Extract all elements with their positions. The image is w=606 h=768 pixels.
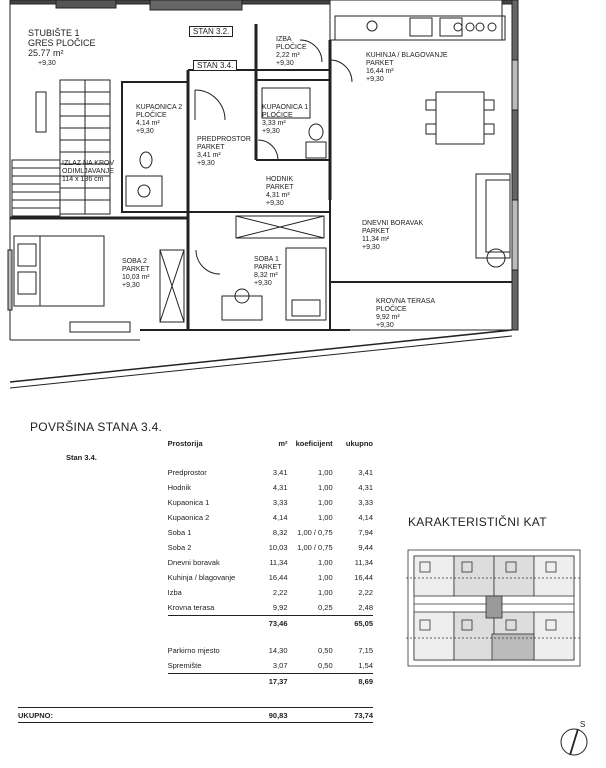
stair-label xyxy=(28,28,96,58)
room-krovna-terasa xyxy=(376,298,435,330)
row-name: Kuhinja / blagovanje xyxy=(167,573,236,582)
table-row xyxy=(18,600,373,616)
stair-name: STUBIŠTE 1 xyxy=(28,28,80,38)
izlaz-line2: ODIMLJAVANJE xyxy=(62,168,114,175)
row-koef: 1,00 / 0,75 xyxy=(297,528,333,537)
table-row xyxy=(18,480,373,495)
room-area: 3,41 m² xyxy=(197,152,221,159)
row-ukupno: 3,41 xyxy=(358,468,373,477)
room-elev: +9,30 xyxy=(254,280,272,287)
row-m2: 3,41 xyxy=(272,468,288,477)
total-label: UKUPNO: xyxy=(18,708,168,723)
room-name: DNEVNI BORAVAK xyxy=(362,220,424,227)
kat-miniplan xyxy=(406,548,582,674)
room-soba-1 xyxy=(254,256,282,288)
row-koef: 1,00 / 0,75 xyxy=(297,543,333,552)
row-m2: 4,14 xyxy=(272,513,288,522)
row-ukupno: 7,94 xyxy=(358,528,373,537)
room-floor: PARKET xyxy=(122,266,150,273)
izlaz-line1: IZLAZ NA KROV xyxy=(62,160,115,167)
room-name: KUHINJA / BLAGOVANJE xyxy=(366,52,448,59)
subtotal-m2: 73,46 xyxy=(259,616,288,632)
room-name: IZBA xyxy=(276,36,292,43)
header-m2: m² xyxy=(278,438,288,448)
summary-title: POVRŠINA STANA 3.4. xyxy=(30,420,163,434)
izlaz-size: 114 x 136 cm xyxy=(62,176,104,183)
row-m2: 3,07 xyxy=(272,661,288,670)
room-elev: +9,30 xyxy=(122,282,140,289)
header-koef: koeficijent xyxy=(295,438,333,448)
row-name: Dnevni boravak xyxy=(167,558,220,567)
compass-label: S xyxy=(580,720,586,729)
row-koef: 0,50 xyxy=(318,661,333,670)
row-koef: 1,00 xyxy=(318,588,333,597)
row-ukupno: 1,54 xyxy=(358,661,373,670)
room-name: HODNIK xyxy=(266,176,294,183)
header-prostorija: Prostorija xyxy=(167,438,203,448)
row-ukupno: 3,33 xyxy=(358,498,373,507)
row-koef: 1,00 xyxy=(318,468,333,477)
room-elev: +9,30 xyxy=(136,128,154,135)
room-area: 4,14 m² xyxy=(136,120,160,127)
room-area: 8,32 m² xyxy=(254,272,278,279)
row-koef: 1,00 xyxy=(318,483,333,492)
row-m2: 10,03 xyxy=(268,543,288,552)
row-m2: 8,32 xyxy=(272,528,288,537)
row-name: Parkirno mjesto xyxy=(167,646,220,655)
room-area: 16,44 m² xyxy=(366,68,394,75)
row-m2: 16,44 xyxy=(268,573,288,582)
row-m2: 14,30 xyxy=(268,646,288,655)
room-name: SOBA 1 xyxy=(254,256,279,263)
subtotal2-ukupno: 8,69 xyxy=(333,674,373,690)
subtotal2-m2: 17,37 xyxy=(259,674,288,690)
tag-stan-3-2: STAN 3.2. xyxy=(189,26,233,37)
room-elev: +9,30 xyxy=(376,322,394,329)
row-koef: 1,00 xyxy=(318,498,333,507)
room-elev: +9,30 xyxy=(276,60,294,67)
row-ukupno: 16,44 xyxy=(354,573,373,582)
room-kuhinja xyxy=(366,52,448,84)
room-kupaonica-1 xyxy=(262,104,308,136)
room-elev: +9,30 xyxy=(366,76,384,83)
stair-elev xyxy=(38,60,56,68)
room-floor: PLOČICE xyxy=(376,306,407,313)
subtotal-ukupno: 65,05 xyxy=(333,616,373,632)
row-name: Hodnik xyxy=(167,483,191,492)
izlaz-label xyxy=(62,160,114,184)
room-floor: PLOČICE xyxy=(136,112,167,119)
table-row xyxy=(18,570,373,585)
row-m2: 2,22 xyxy=(272,588,288,597)
room-floor: PARKET xyxy=(362,228,390,235)
total-m2: 90,83 xyxy=(259,708,288,723)
header-ukupno: ukupno xyxy=(345,438,373,448)
subtotal2-row xyxy=(18,674,373,690)
room-area: 4,31 m² xyxy=(266,192,290,199)
row-ukupno: 4,31 xyxy=(358,483,373,492)
room-elev: +9,30 xyxy=(362,244,380,251)
room-predprostor xyxy=(197,136,251,168)
stair-floor: GRES PLOČICE xyxy=(28,38,96,48)
area-table xyxy=(18,436,373,723)
room-floor: PLOČICE xyxy=(276,44,307,51)
row-ukupno: 2,22 xyxy=(358,588,373,597)
row-m2: 9,92 xyxy=(272,603,288,612)
row-koef: 0,50 xyxy=(318,646,333,655)
stair-area: 25.77 m² xyxy=(28,48,64,58)
room-name: KUPAONICA 1 xyxy=(262,104,309,111)
row-ukupno: 9,44 xyxy=(358,543,373,552)
table-row xyxy=(18,510,373,525)
row-name: Krovna terasa xyxy=(167,603,215,612)
room-name: SOBA 2 xyxy=(122,258,147,265)
stan-row xyxy=(18,450,373,465)
room-floor: PARKET xyxy=(254,264,282,271)
room-kupaonica-2 xyxy=(136,104,182,136)
row-name: Kupaonica 1 xyxy=(167,498,210,507)
table-row xyxy=(18,555,373,570)
room-floor: PARKET xyxy=(266,184,294,191)
table-row xyxy=(18,658,373,674)
room-hodnik xyxy=(266,176,294,208)
room-name: PREDPROSTOR xyxy=(197,136,251,143)
row-name: Spremište xyxy=(167,661,202,670)
room-elev: +9,30 xyxy=(262,128,280,135)
row-name: Kupaonica 2 xyxy=(167,513,210,522)
row-ukupno: 2,48 xyxy=(358,603,373,612)
room-name: KROVNA TERASA xyxy=(376,298,436,305)
room-soba-2 xyxy=(122,258,150,290)
spacer-row xyxy=(18,689,373,708)
row-koef: 1,00 xyxy=(318,513,333,522)
room-floor: PLOČICE xyxy=(262,112,293,119)
spacer-row xyxy=(18,631,373,643)
room-area: 9,92 m² xyxy=(376,314,400,321)
room-area: 3,33 m² xyxy=(262,120,286,127)
row-name: Predprostor xyxy=(167,468,207,477)
table-header xyxy=(18,436,373,450)
room-name: KUPAONICA 2 xyxy=(136,104,183,111)
row-name: Izba xyxy=(167,588,182,597)
room-elev: +9,30 xyxy=(197,160,215,167)
grand-total-row xyxy=(18,708,373,723)
row-name: Soba 1 xyxy=(167,528,192,537)
tag-stan-3-4: STAN 3.4. xyxy=(193,60,237,71)
row-m2: 3,33 xyxy=(272,498,288,507)
row-koef: 1,00 xyxy=(318,558,333,567)
subtotal-row xyxy=(18,616,373,632)
table-row xyxy=(18,525,373,540)
table-row xyxy=(18,643,373,658)
kat-title: KARAKTERISTIČNI KAT xyxy=(408,515,547,529)
row-name: Soba 2 xyxy=(167,543,192,552)
room-izba xyxy=(276,36,307,68)
row-koef: 0,25 xyxy=(318,603,333,612)
room-dnevni-boravak xyxy=(362,220,423,252)
table-row xyxy=(18,495,373,510)
stair-elev-text: +9,30 xyxy=(38,60,56,67)
room-elev: +9,30 xyxy=(266,200,284,207)
table-row xyxy=(18,540,373,555)
room-floor: PARKET xyxy=(366,60,394,67)
room-floor: PARKET xyxy=(197,144,225,151)
total-ukupno: 73,74 xyxy=(333,708,373,723)
row-ukupno: 11,34 xyxy=(354,558,373,567)
table-row xyxy=(18,585,373,600)
room-area: 11,34 m² xyxy=(362,236,390,243)
row-ukupno: 7,15 xyxy=(358,646,373,655)
row-ukupno: 4,14 xyxy=(358,513,373,522)
room-area: 2,22 m² xyxy=(276,52,300,59)
compass-icon xyxy=(560,722,590,758)
row-koef: 1,00 xyxy=(318,573,333,582)
table-row xyxy=(18,465,373,480)
row-m2: 11,34 xyxy=(269,558,288,567)
stan-label: Stan 3.4. xyxy=(66,453,97,462)
row-m2: 4,31 xyxy=(272,483,288,492)
room-area: 10,03 m² xyxy=(122,274,150,281)
